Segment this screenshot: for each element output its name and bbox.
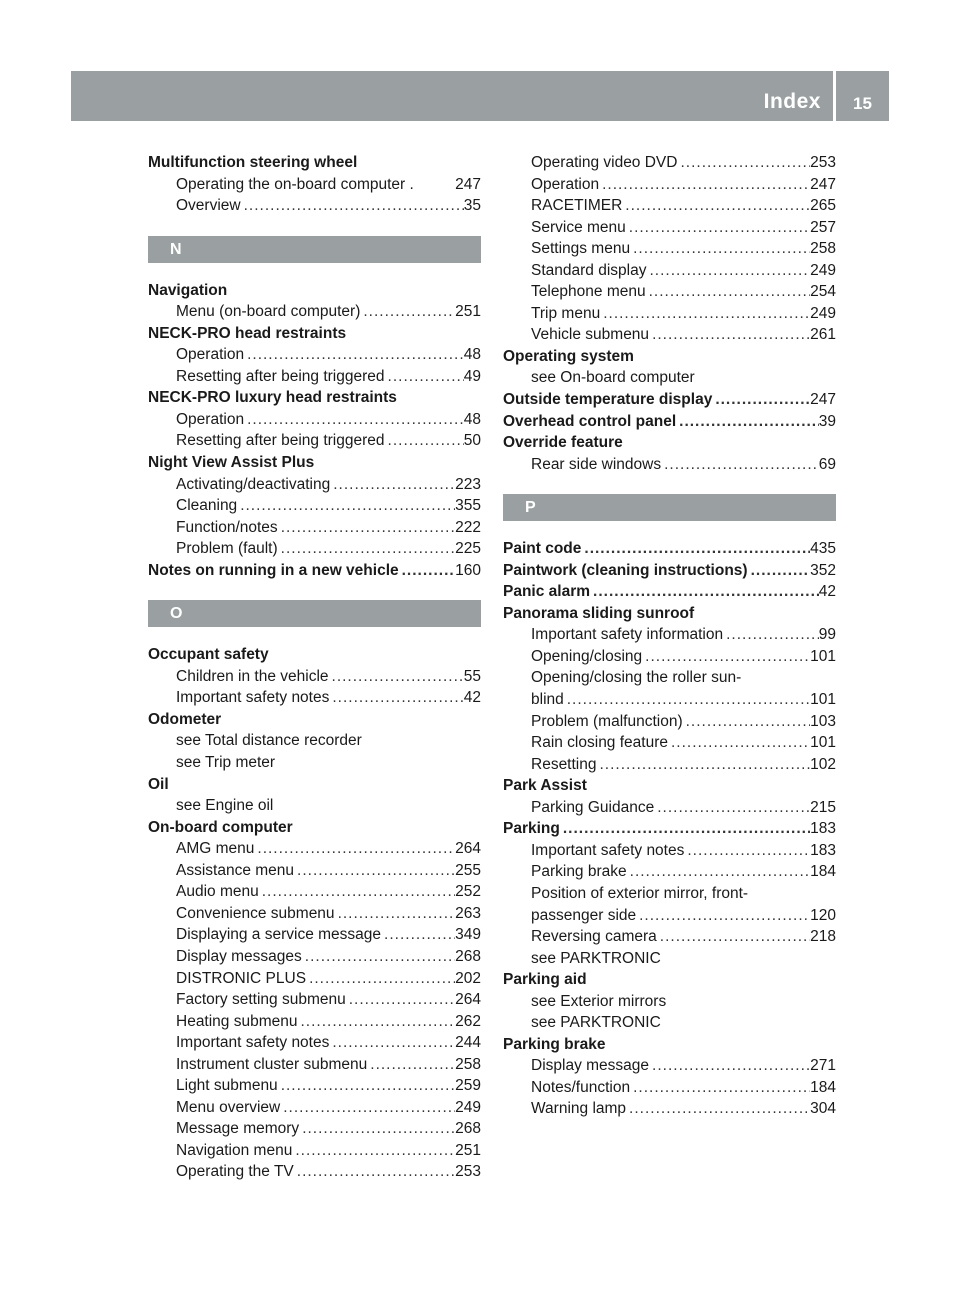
- entry-text: Opening/closing: [531, 647, 643, 665]
- dot-leader: [581, 538, 810, 560]
- index-subentry[interactable]: [148, 989, 481, 1011]
- page-reference[interactable]: 202: [455, 969, 481, 987]
- dot-leader: [298, 1011, 456, 1033]
- index-entry[interactable]: [503, 538, 836, 560]
- page-reference[interactable]: 352: [810, 561, 836, 579]
- dot-leader: [723, 624, 819, 646]
- page-reference[interactable]: 257: [810, 218, 836, 236]
- dot-leader: [748, 560, 811, 582]
- index-entry: [148, 280, 481, 302]
- page-reference[interactable]: 184: [810, 1078, 836, 1096]
- index-entry: [503, 969, 836, 991]
- index-subentry[interactable]: [503, 624, 836, 646]
- index-column-left: [148, 152, 481, 1183]
- dot-leader: [241, 195, 464, 217]
- dot-leader: [299, 1118, 455, 1140]
- page-reference[interactable]: 49: [463, 367, 481, 385]
- index-subentry: [148, 795, 481, 817]
- index-subentry[interactable]: [503, 711, 836, 733]
- index-entry: [148, 709, 481, 731]
- index-entry: [148, 323, 481, 345]
- index-entry: [148, 452, 481, 474]
- index-subentry: [503, 367, 836, 389]
- page-reference[interactable]: 268: [455, 947, 481, 965]
- entry-text: Children in the vehicle: [176, 667, 329, 685]
- page-reference[interactable]: 160: [455, 561, 481, 579]
- index-subentry[interactable]: [148, 174, 481, 196]
- entry-text: Important safety notes: [531, 841, 685, 859]
- entry-text: Override feature: [503, 434, 623, 452]
- page-reference[interactable]: 249: [810, 261, 836, 279]
- dot-leader: [302, 946, 455, 968]
- page-reference[interactable]: 252: [455, 883, 481, 901]
- dot-leader: [668, 732, 810, 754]
- entry-text: see Total distance recorder: [176, 732, 362, 750]
- entry-text: RACETIMER: [531, 197, 623, 215]
- page-reference[interactable]: 247: [810, 391, 836, 409]
- entry-text: Message memory: [176, 1120, 300, 1138]
- index-subentry[interactable]: [148, 1161, 481, 1183]
- page-reference[interactable]: 258: [455, 1055, 481, 1073]
- entry-text: Light submenu: [176, 1077, 278, 1095]
- entry-text: Problem (fault): [176, 540, 278, 558]
- dot-leader: [330, 474, 455, 496]
- entry-text: see On-board computer: [531, 369, 695, 387]
- index-subentry[interactable]: [148, 903, 481, 925]
- entry-text: Resetting: [531, 755, 597, 773]
- page-reference[interactable]: 39: [818, 412, 836, 430]
- page-reference[interactable]: 183: [810, 841, 836, 859]
- page-reference[interactable]: 264: [455, 991, 481, 1009]
- dot-leader: [278, 517, 455, 539]
- dot-leader: [649, 1055, 810, 1077]
- index-subentry[interactable]: [148, 1032, 481, 1054]
- page-reference[interactable]: 35: [463, 197, 481, 215]
- index-subentry[interactable]: [148, 366, 481, 388]
- dot-leader: [335, 903, 456, 925]
- entry-text: DISTRONIC PLUS: [176, 969, 307, 987]
- index-entry: [503, 603, 836, 625]
- entry-text: Opening/closing the roller sun-: [531, 669, 742, 687]
- dot-leader: [630, 238, 810, 260]
- index-entry: [503, 346, 836, 368]
- index-subentry[interactable]: [148, 301, 481, 323]
- page-reference[interactable]: 261: [810, 326, 836, 344]
- entry-text: Night View Assist Plus: [148, 454, 315, 472]
- entry-text: On-board computer: [148, 818, 293, 836]
- index-subentry[interactable]: [148, 860, 481, 882]
- dot-leader: [676, 411, 819, 433]
- dot-leader: [657, 926, 810, 948]
- index-subentry[interactable]: [503, 840, 836, 862]
- index-subentry[interactable]: [148, 838, 481, 860]
- dot-leader: [381, 924, 455, 946]
- dot-leader: [636, 905, 810, 927]
- page-reference[interactable]: 55: [463, 667, 481, 685]
- page-reference[interactable]: 264: [455, 840, 481, 858]
- index-subentry[interactable]: [503, 324, 836, 346]
- dot-leader: [712, 389, 810, 411]
- entry-text: passenger side: [531, 906, 637, 924]
- index-subentry[interactable]: [503, 454, 836, 476]
- entry-text: Display message: [531, 1057, 650, 1075]
- entry-text: Trip menu: [531, 304, 601, 322]
- entry-text: Standard display: [531, 261, 647, 279]
- entry-text: Resetting after being triggered: [176, 432, 385, 450]
- dot-leader: [642, 646, 810, 668]
- index-entry: [148, 387, 481, 409]
- dot-leader: [630, 1077, 810, 1099]
- page-number: 15: [853, 94, 872, 113]
- entry-text: Rear side windows: [531, 455, 662, 473]
- entry-text: Overhead control panel: [503, 412, 677, 430]
- index-subentry[interactable]: [148, 344, 481, 366]
- dot-leader: [259, 881, 455, 903]
- page-reference[interactable]: 218: [810, 928, 836, 946]
- page-reference[interactable]: 247: [810, 175, 836, 193]
- dot-leader: [684, 840, 810, 862]
- index-entry[interactable]: [503, 560, 836, 582]
- index-entry: [503, 432, 836, 454]
- page-reference[interactable]: 271: [810, 1057, 836, 1075]
- dot-leader: [646, 260, 810, 282]
- index-subentry[interactable]: [148, 1118, 481, 1140]
- dot-leader: [596, 754, 810, 776]
- page-reference[interactable]: 254: [810, 283, 836, 301]
- page-reference[interactable]: 42: [818, 583, 836, 601]
- entry-text: Problem (malfunction): [531, 712, 683, 730]
- index-subentry[interactable]: [148, 968, 481, 990]
- entry-text: Occupant safety: [148, 646, 269, 664]
- entry-text: Audio menu: [176, 883, 259, 901]
- page-reference[interactable]: 101: [810, 734, 836, 752]
- index-subentry[interactable]: [148, 881, 481, 903]
- index-subentry[interactable]: [148, 430, 481, 452]
- entry-text: Panic alarm: [503, 583, 591, 601]
- entry-text: Overview: [176, 197, 241, 215]
- entry-text: Warning lamp: [531, 1100, 627, 1118]
- entry-text: Parking aid: [503, 971, 587, 989]
- index-subentry[interactable]: [503, 905, 836, 927]
- entry-text: Convenience submenu: [176, 904, 335, 922]
- index-subentry[interactable]: [148, 687, 481, 709]
- dot-leader: [244, 409, 464, 431]
- entry-text: Cleaning: [176, 497, 238, 515]
- index-subentry[interactable]: [148, 195, 481, 217]
- dot-leader: [600, 303, 810, 325]
- dot-leader: [367, 1054, 455, 1076]
- page-reference[interactable]: 355: [455, 497, 481, 515]
- index-subentry: [503, 1012, 836, 1034]
- entry-text: see PARKTRONIC: [531, 949, 661, 967]
- page-reference[interactable]: 253: [455, 1163, 481, 1181]
- entry-text: Notes on running in a new vehicle: [148, 561, 399, 579]
- page-reference[interactable]: 259: [455, 1077, 481, 1095]
- page-reference[interactable]: 263: [455, 904, 481, 922]
- entry-text: Notes/function: [531, 1078, 631, 1096]
- dot-leader: [661, 454, 819, 476]
- page-reference[interactable]: 101: [810, 691, 836, 709]
- page-reference[interactable]: 101: [810, 647, 836, 665]
- page-reference[interactable]: 251: [455, 303, 481, 321]
- index-subentry[interactable]: [503, 152, 836, 174]
- entry-text: Parking: [503, 820, 560, 838]
- page-reference[interactable]: 225: [455, 540, 481, 558]
- entry-text: Outside temperature display: [503, 391, 713, 409]
- index-subentry[interactable]: [503, 754, 836, 776]
- dot-leader: [626, 217, 810, 239]
- entry-text: Multifunction steering wheel: [148, 154, 358, 171]
- index-subentry[interactable]: [503, 281, 836, 303]
- index-entry[interactable]: [148, 560, 481, 582]
- page-reference[interactable]: 102: [810, 755, 836, 773]
- dot-leader: [564, 689, 810, 711]
- index-subentry[interactable]: [148, 1054, 481, 1076]
- entry-text: Operating the on-board computer .: [176, 175, 414, 193]
- index-subentry[interactable]: [148, 1075, 481, 1097]
- entry-text: Oil: [148, 775, 169, 793]
- entry-text: Assistance menu: [176, 861, 295, 879]
- dot-leader: [244, 344, 464, 366]
- page-title: Index: [763, 90, 821, 113]
- index-subentry[interactable]: [148, 924, 481, 946]
- page-reference[interactable]: 50: [463, 432, 481, 450]
- dot-leader: [654, 797, 810, 819]
- entry-text: Park Assist: [503, 777, 587, 795]
- page-reference[interactable]: 255: [455, 861, 481, 879]
- index-subentry[interactable]: [503, 1098, 836, 1120]
- dot-leader: [294, 1161, 455, 1183]
- entry-text: Parking brake: [503, 1035, 606, 1053]
- dot-leader: [649, 324, 810, 346]
- page-reference[interactable]: 265: [810, 197, 836, 215]
- page-reference[interactable]: 222: [455, 518, 481, 536]
- dot-leader: [646, 281, 811, 303]
- page-reference[interactable]: 99: [818, 626, 836, 644]
- entry-text: blind: [531, 691, 564, 709]
- page-reference[interactable]: 48: [463, 410, 481, 428]
- index-subentry[interactable]: [148, 538, 481, 560]
- entry-text: Parking Guidance: [531, 798, 655, 816]
- entry-text: Important safety notes: [176, 1034, 330, 1052]
- index-subentry[interactable]: [503, 689, 836, 711]
- index-entry: [148, 644, 481, 666]
- index-subentry[interactable]: [148, 1140, 481, 1162]
- page-reference[interactable]: 349: [455, 926, 481, 944]
- index-entry: [503, 1034, 836, 1056]
- entry-text: Function/notes: [176, 518, 278, 536]
- page-reference[interactable]: 183: [810, 820, 836, 838]
- page-reference[interactable]: 249: [455, 1098, 481, 1116]
- index-subentry: [148, 730, 481, 752]
- entry-text: Resetting after being triggered: [176, 367, 385, 385]
- entry-text: Instrument cluster submenu: [176, 1055, 368, 1073]
- dot-leader: [622, 195, 810, 217]
- index-subentry[interactable]: [503, 861, 836, 883]
- dot-leader: [329, 666, 464, 688]
- entry-text: NECK-PRO luxury head restraints: [148, 389, 397, 407]
- header-bar: [71, 71, 833, 121]
- page-reference[interactable]: 304: [810, 1100, 836, 1118]
- section-letter-n: N: [148, 236, 481, 263]
- index-subentry[interactable]: [503, 217, 836, 239]
- index-subentry[interactable]: [503, 303, 836, 325]
- index-subentry[interactable]: [503, 1077, 836, 1099]
- entry-text: Important safety notes: [176, 689, 330, 707]
- index-entry: [148, 774, 481, 796]
- page-reference[interactable]: 103: [810, 712, 836, 730]
- page-reference[interactable]: 184: [810, 863, 836, 881]
- entry-text: Navigation: [148, 281, 228, 299]
- dot-leader: [677, 152, 810, 174]
- entry-text: Paintwork (cleaning instructions): [503, 561, 748, 579]
- entry-text: Factory setting submenu: [176, 991, 346, 1009]
- entry-text: Navigation menu: [176, 1141, 293, 1159]
- index-subentry: [503, 883, 836, 905]
- entry-text: see PARKTRONIC: [531, 1014, 661, 1032]
- index-subentry[interactable]: [148, 495, 481, 517]
- entry-text: Panorama sliding sunroof: [503, 604, 695, 622]
- entry-text: Settings menu: [531, 240, 631, 258]
- entry-text: Position of exterior mirror, front-: [531, 884, 749, 902]
- dot-leader: [399, 560, 456, 582]
- index-subentry[interactable]: [503, 732, 836, 754]
- page-reference[interactable]: 268: [455, 1120, 481, 1138]
- dot-leader: [683, 711, 811, 733]
- index-subentry[interactable]: [503, 646, 836, 668]
- entry-text: Activating/deactivating: [176, 475, 331, 493]
- dot-leader: [292, 1140, 455, 1162]
- entry-text: AMG menu: [176, 840, 255, 858]
- entry-text: Displaying a service message: [176, 926, 382, 944]
- index-subentry[interactable]: [503, 797, 836, 819]
- index-entry[interactable]: [503, 818, 836, 840]
- section-letter-o: O: [148, 600, 481, 627]
- entry-text: Operating the TV: [176, 1163, 294, 1181]
- page-reference[interactable]: 69: [818, 455, 836, 473]
- index-subentry[interactable]: [503, 260, 836, 282]
- index-subentry[interactable]: [503, 238, 836, 260]
- entry-text: Operation: [531, 175, 600, 193]
- dot-leader: [329, 1032, 455, 1054]
- page-reference[interactable]: 223: [455, 475, 481, 493]
- entry-text: see Trip meter: [176, 754, 276, 772]
- index-subentry[interactable]: [148, 666, 481, 688]
- entry-text: Telephone menu: [531, 283, 646, 301]
- index-subentry[interactable]: [148, 1011, 481, 1033]
- entry-text: see Exterior mirrors: [531, 992, 667, 1010]
- index-subentry[interactable]: [503, 195, 836, 217]
- page-reference[interactable]: 251: [455, 1141, 481, 1159]
- dot-leader: [254, 838, 455, 860]
- page-reference[interactable]: 262: [455, 1012, 481, 1030]
- page-reference[interactable]: 435: [810, 540, 836, 558]
- index-subentry: [503, 948, 836, 970]
- page-reference[interactable]: 42: [463, 689, 481, 707]
- dot-leader: [329, 687, 463, 709]
- page-reference[interactable]: 215: [810, 798, 836, 816]
- index-column-right: [503, 152, 836, 1120]
- index-entry[interactable]: [503, 581, 836, 603]
- dot-leader: [306, 968, 455, 990]
- index-subentry[interactable]: [148, 409, 481, 431]
- entry-text: Rain closing feature: [531, 734, 668, 752]
- index-subentry[interactable]: [503, 926, 836, 948]
- index-entry[interactable]: [503, 389, 836, 411]
- index-subentry: [503, 667, 836, 689]
- entry-text: Display messages: [176, 947, 302, 965]
- index-entry: [148, 817, 481, 839]
- entry-text: Heating submenu: [176, 1012, 298, 1030]
- page-reference[interactable]: 247: [455, 175, 481, 193]
- dot-leader: [346, 989, 455, 1011]
- index-entry: [503, 775, 836, 797]
- entry-text: Operation: [176, 410, 245, 428]
- entry-text: Service menu: [531, 218, 626, 236]
- entry-text: Menu (on-board computer): [176, 303, 361, 321]
- dot-leader: [360, 301, 455, 323]
- index-subentry: [503, 991, 836, 1013]
- index-subentry: [148, 752, 481, 774]
- entry-text: Operating system: [503, 347, 634, 365]
- entry-text: Important safety information: [531, 626, 724, 644]
- dot-leader: [385, 366, 464, 388]
- dot-leader: [280, 1097, 455, 1119]
- entry-text: Reversing camera: [531, 928, 657, 946]
- dot-leader: [278, 538, 455, 560]
- index-entry: [148, 152, 481, 174]
- index-subentry[interactable]: [148, 474, 481, 496]
- index-subentry[interactable]: [503, 174, 836, 196]
- dot-leader: [278, 1075, 455, 1097]
- page-reference[interactable]: 120: [810, 906, 836, 924]
- dot-leader: [385, 430, 464, 452]
- index-entry[interactable]: [503, 411, 836, 433]
- section-letter-p: P: [503, 494, 836, 521]
- entry-text: NECK-PRO head restraints: [148, 324, 347, 342]
- entry-text: Operating video DVD: [531, 154, 678, 171]
- entry-text: Odometer: [148, 710, 222, 728]
- dot-leader: [237, 495, 455, 517]
- page-reference[interactable]: 249: [810, 304, 836, 322]
- dot-leader: [294, 860, 455, 882]
- page-reference[interactable]: 244: [455, 1034, 481, 1052]
- entry-text: Menu overview: [176, 1098, 281, 1116]
- entry-text: see Engine oil: [176, 797, 274, 815]
- dot-leader: [626, 1098, 810, 1120]
- page-reference[interactable]: 48: [463, 346, 481, 364]
- entry-text: Vehicle submenu: [531, 326, 650, 344]
- dot-leader: [599, 174, 810, 196]
- entry-text: Paint code: [503, 540, 582, 558]
- page-reference[interactable]: 258: [810, 240, 836, 258]
- entry-text: Parking brake: [531, 863, 627, 881]
- dot-leader: [560, 818, 810, 840]
- index-subentry[interactable]: [148, 1097, 481, 1119]
- entry-text: Operation: [176, 346, 245, 364]
- page-reference[interactable]: 253: [810, 154, 836, 171]
- index-subentry[interactable]: [503, 1055, 836, 1077]
- dot-leader: [627, 861, 810, 883]
- index-subentry[interactable]: [148, 946, 481, 968]
- index-subentry[interactable]: [148, 517, 481, 539]
- dot-leader: [590, 581, 819, 603]
- page-number-box: [836, 71, 889, 121]
